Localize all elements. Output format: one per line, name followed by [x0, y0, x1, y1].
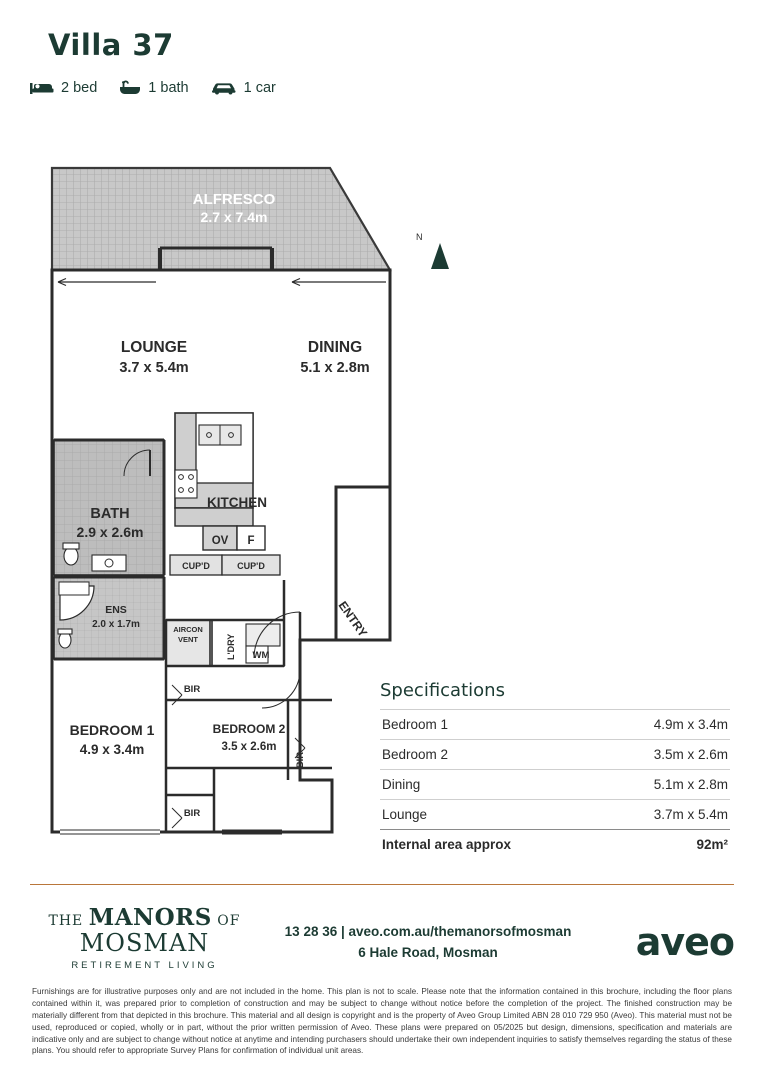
svg-text:WM: WM — [252, 650, 270, 661]
svg-text:F: F — [247, 535, 255, 547]
spec-row-internal-area — [380, 829, 730, 859]
specifications-heading: Specifications — [380, 680, 505, 701]
spec-value: 5.1m x 2.8m — [653, 777, 728, 792]
brand-tagline: RETIREMENT LIVING — [71, 960, 218, 971]
contact-address: 6 Hale Road, Mosman — [358, 944, 498, 960]
bed-icon — [30, 80, 54, 96]
svg-text:CUP'D: CUP'D — [237, 561, 265, 571]
contact-block — [258, 922, 598, 964]
svg-text:VENT: VENT — [177, 635, 199, 644]
room-label-bath: BATH — [90, 506, 130, 522]
svg-text:BIR: BIR — [183, 808, 201, 819]
room-label-bedroom1: BEDROOM 1 — [69, 722, 155, 738]
manors-of-mosman-logo — [32, 904, 257, 971]
brand-the: THE — [48, 913, 84, 929]
spec-label: Bedroom 1 — [382, 717, 449, 732]
footer-divider — [30, 884, 734, 885]
svg-text:CUP'D: CUP'D — [182, 561, 210, 571]
room-label-ens: ENS — [105, 604, 127, 616]
brand-manors: MANORS — [88, 904, 212, 931]
svg-text:OV: OV — [211, 535, 229, 547]
svg-text:2.9 x 2.6m: 2.9 x 2.6m — [76, 524, 144, 540]
svg-text:5.1 x 2.8m: 5.1 x 2.8m — [300, 360, 370, 376]
contact-phone-web[interactable]: 13 28 36 | aveo.com.au/themanorsofmosman — [284, 924, 572, 939]
page-title: Villa 37 — [48, 28, 174, 62]
room-label-kitchen: KITCHEN — [207, 495, 267, 510]
bath-icon — [119, 80, 141, 96]
spec-label: Bedroom 2 — [382, 747, 449, 762]
svg-text:3.5 x 2.6m: 3.5 x 2.6m — [221, 741, 277, 753]
room-label-lounge: LOUNGE — [120, 339, 188, 356]
specifications-table — [380, 680, 730, 859]
brand-mosman: MOSMAN — [79, 929, 210, 957]
spec-label: Dining — [382, 777, 421, 792]
footer — [0, 898, 764, 978]
spec-value: 3.5m x 2.6m — [653, 747, 728, 762]
aveo-logo: aveo — [635, 920, 734, 964]
spec-value: 4.9m x 3.4m — [653, 717, 728, 732]
feature-car-label: 1 car — [243, 80, 276, 96]
feature-bed-label: 2 bed — [61, 80, 98, 96]
svg-text:3.7 x 5.4m: 3.7 x 5.4m — [119, 360, 189, 376]
svg-text:BIR: BIR — [183, 684, 201, 695]
spec-label: Lounge — [382, 807, 428, 822]
svg-text:2.7 x 7.4m: 2.7 x 7.4m — [200, 209, 268, 225]
feature-summary — [30, 80, 276, 96]
spec-row-bedroom-2 — [380, 739, 730, 769]
spec-row-dining — [380, 769, 730, 799]
feature-bath-label: 1 bath — [148, 80, 189, 96]
feature-bath — [119, 80, 188, 96]
compass — [416, 232, 449, 269]
feature-car — [211, 80, 276, 96]
car-icon — [211, 80, 237, 96]
room-label-alfresco: ALFRESCO — [192, 191, 276, 208]
spec-value: 92m² — [696, 837, 728, 852]
svg-text:2.0 x 1.7m: 2.0 x 1.7m — [92, 619, 140, 630]
room-label-dining: DINING — [307, 339, 363, 356]
svg-text:4.9 x 3.4m: 4.9 x 3.4m — [79, 742, 145, 757]
svg-text:L'DRY: L'DRY — [226, 633, 236, 660]
feature-bed — [30, 80, 97, 96]
svg-text:N: N — [416, 232, 423, 242]
brand-of: OF — [217, 913, 241, 929]
svg-text:AIRCON: AIRCON — [173, 625, 203, 634]
svg-text:BIR: BIR — [295, 751, 306, 769]
svg-text:ENTRY: ENTRY — [335, 598, 371, 640]
spec-row-lounge — [380, 799, 730, 829]
spec-value: 3.7m x 5.4m — [653, 807, 728, 822]
room-label-bedroom2: BEDROOM 2 — [212, 722, 286, 736]
disclaimer-text: Furnishings are for illustrative purposes only and are not included in the home. This plan is not to scale. Please note that the information contained in this brochure, including the floor plans contained within it, was prepared prior to completion of construction and may be subject to change without notice before the completion of the project. The finished construction may be materially different from that depicted in this brochure. This material and all design is copyright and is the property of Aveo Group Limited ABN 28 010 729 950 (Aveo). This material must not be used, reproduced or copied, wholly or in part, without the prior written permission of Aveo. These plans were prepared on 05/2025 but design, dimensions, specification and materials are indicative only and are subject to change without notice at anytime and intending purchasers should undertake their own independent inquiries to satisfy themselves regarding the status of these plans. You should refer to appropriate Survey Plans for confirmation of individual unit areas. — [32, 987, 732, 1056]
spec-row-bedroom-1 — [380, 709, 730, 739]
spec-label: Internal area approx — [382, 837, 512, 852]
